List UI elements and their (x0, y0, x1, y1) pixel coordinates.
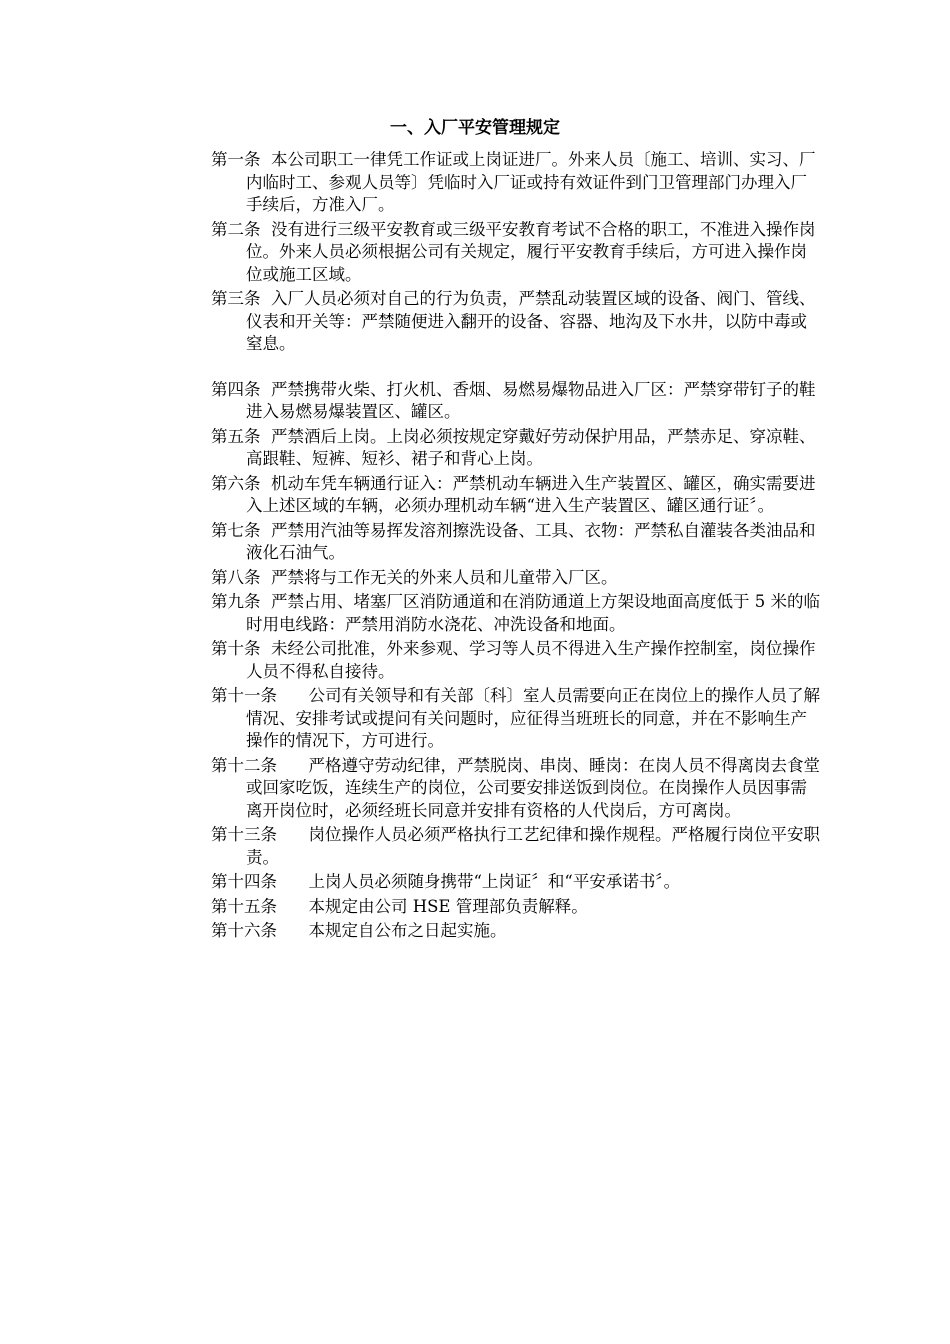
article-label: 第十六条 (211, 921, 309, 940)
article-label: 第四条 (211, 379, 271, 399)
article-text: 未经公司批准，外来参观、学习等人员不得进入生产操作控制室，岗位操作人员不得私自接待。 (246, 639, 816, 681)
article-4 (211, 379, 821, 424)
article-1 (211, 149, 821, 217)
article-label: 第二条 (211, 219, 271, 239)
article-text: 没有进行三级平安教育或三级平安教育考试不合格的职工，不准进入操作岗位。外来人员必须根据公司有关规定，履行平安教育手续后，方可进入操作岗位或施工区域。 (246, 219, 816, 284)
document-title: 一、入厂平安管理规定 (390, 118, 560, 138)
article-14 (211, 871, 821, 894)
article-list (211, 149, 821, 945)
article-12 (211, 755, 821, 823)
article-label: 第十条 (211, 639, 271, 658)
article-10 (211, 638, 821, 683)
article-text: 机动车凭车辆通行证入：严禁机动车辆进入生产装置区、罐区，确实需要进入上述区域的车辆，必须办理机动车辆“进入生产装置区、罐区通行证〞。 (246, 473, 816, 515)
article-2 (211, 219, 821, 287)
article-text: 严格遵守劳动纪律，严禁脱岗、串岗、睡岗：在岗人员不得离岗去食堂或回家吃饭，连续生产的岗位，公司要安排送饭到岗位。在岗操作人员因事需离开岗位时，必须经班长同意并安排有资格的人代岗后，方可离岗。 (246, 755, 820, 820)
article-text: 本公司职工一律凭工作证或上岗证进厂。外来人员〔施工、培训、实习、厂内临时工、参观人员等〕凭临时入厂证或持有效证件到门卫管理部门办理入厂手续后，方准入厂。 (246, 150, 816, 214)
article-text: 岗位操作人员必须严格执行工艺纪律和操作规程。严格履行岗位平安职责。 (246, 825, 820, 867)
article-text: 本规定自公布之日起实施。 (308, 921, 507, 940)
article-label: 第六条 (211, 473, 271, 493)
article-13 (211, 824, 821, 869)
article-label: 第八条 (211, 567, 271, 587)
article-label: 第九条 (211, 592, 271, 611)
article-text: 本规定由公司 HSE 管理部负责解释。 (308, 896, 588, 916)
article-label: 第十一条 (211, 686, 309, 705)
article-text: 入厂人员必须对自己的行为负责，严禁乱动装置区域的设备、阀门、管线、仪表和开关等：严禁随便进入翻开的设备、容器、地沟及下水井，以防中毒或窒息。 (246, 289, 816, 353)
article-text: 公司有关领导和有关部〔科〕室人员需要向正在岗位上的操作人员了解情况、安排考试或提问有关问题时，应征得当班班长的同意，并在不影响生产操作的情况下，方可进行。 (246, 686, 820, 750)
article-3 (211, 288, 821, 356)
article-label: 第十五条 (211, 896, 309, 916)
article-5 (211, 426, 821, 471)
article-6 (211, 473, 821, 518)
article-label: 第十二条 (211, 755, 309, 775)
article-11 (211, 685, 821, 753)
article-label: 第十三条 (211, 825, 309, 844)
article-15 (211, 896, 821, 919)
article-text: 严禁将与工作无关的外来人员和儿童带入厂区。 (271, 567, 618, 587)
article-label: 第七条 (211, 520, 271, 540)
article-label: 第一条 (211, 150, 271, 169)
article-16 (211, 920, 821, 943)
article-text: 上岗人员必须随身携带“上岗证〞和“平安承诺书〞。 (308, 872, 681, 891)
article-8 (211, 567, 821, 590)
article-text: 严禁携带火柴、打火机、香烟、易燃易爆物品进入厂区：严禁穿带钉子的鞋进入易燃易爆装置区、罐区。 (246, 379, 816, 421)
article-text: 严禁占用、堵塞厂区消防通道和在消防通道上方架设地面高度低于 5 米的临时用电线路：严禁用消防水浇花、冲洗设备和地面。 (246, 592, 820, 634)
article-text: 严禁用汽油等易挥发溶剂擦洗设备、工具、衣物：严禁私自灌装各类油品和液化石油气。 (246, 520, 816, 562)
article-label: 第三条 (211, 289, 271, 308)
article-9 (211, 591, 821, 636)
article-label: 第五条 (211, 426, 271, 446)
article-label: 第十四条 (211, 872, 309, 891)
article-text: 严禁酒后上岗。上岗必须按规定穿戴好劳动保护用品，严禁赤足、穿凉鞋、高跟鞋、短裤、短衫、裙子和背心上岗。 (246, 426, 816, 468)
article-7 (211, 520, 821, 565)
